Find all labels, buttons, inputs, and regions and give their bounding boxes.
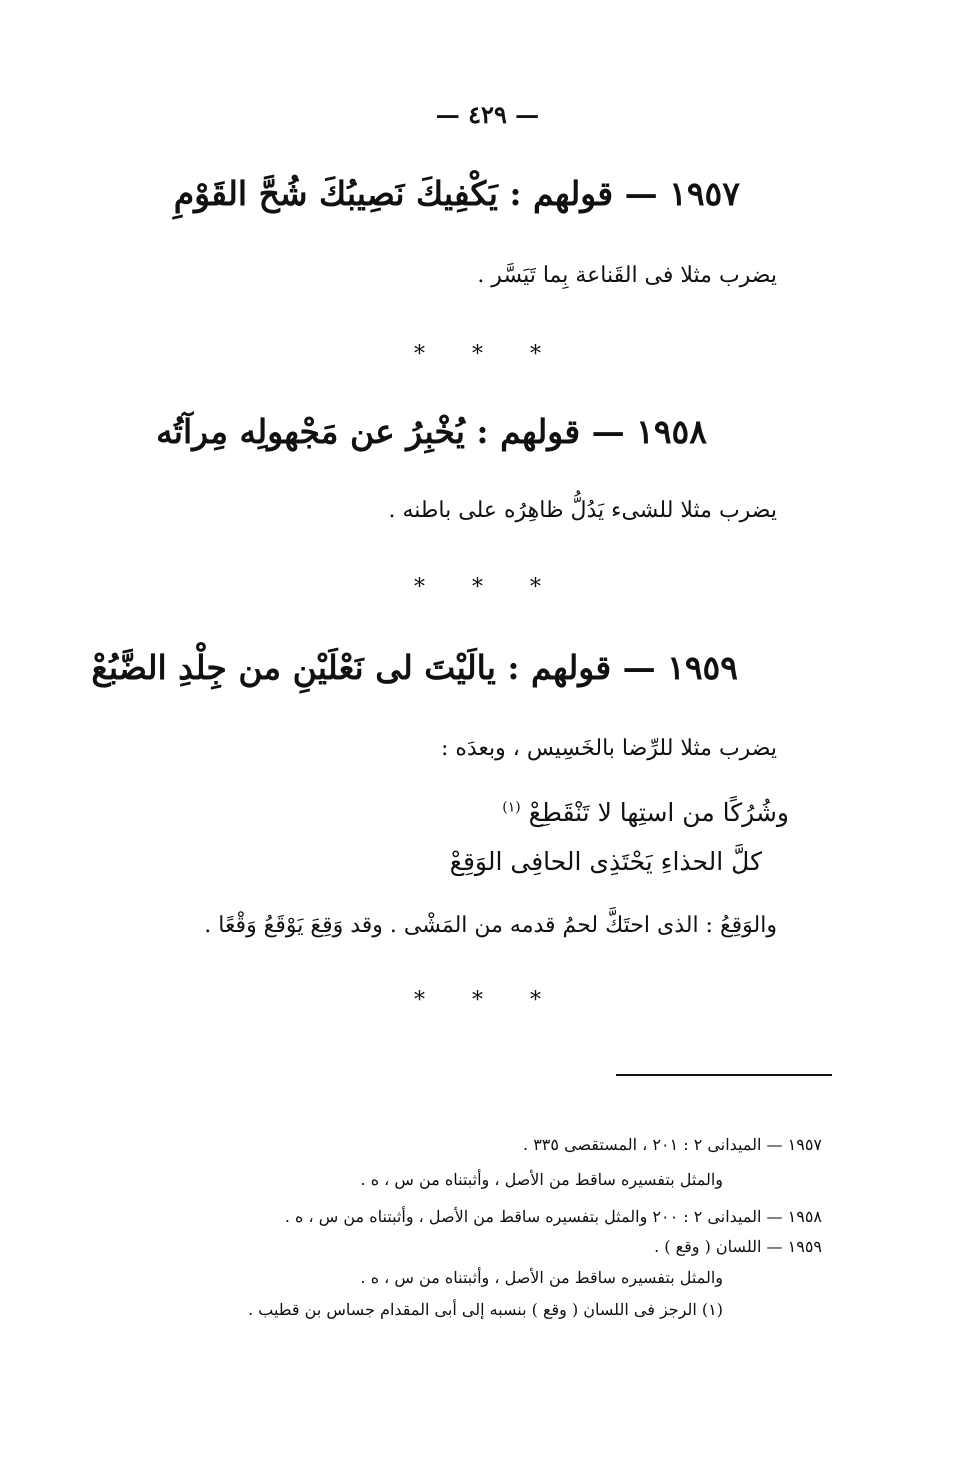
- proverb-explanation-1957: يضرب مثلا فى القَناعة بِما تَيَسَّر .: [477, 263, 777, 288]
- verse-line-1: [502, 797, 789, 830]
- proverb-heading-1958: ١٩٥٨ — قولهم : يُخْبِرُ عن مَجْهولِه مِرآتُه: [156, 412, 707, 451]
- page-number: — ٤٢٩ —: [435, 100, 540, 129]
- section-separator: * * *: [414, 342, 561, 367]
- footnote-1959-note: والمثل بتفسيره ساقط من الأصل ، وأثبتناه من س ، ه .: [360, 1268, 723, 1287]
- footnote-1959: ١٩٥٩ — اللسان ( وقع ) .: [654, 1237, 822, 1256]
- footnote-1957: ١٩٥٧ — الميدانى ٢ : ٢٠١ ، المستقصى ٣٣٥ .: [523, 1135, 822, 1154]
- verse-line-2: كلَّ الحذاءِ يَحْتَذِى الحافِى الوَقِعْ: [449, 847, 762, 876]
- verse-line-1-text: وشُرُكًا من استِها لا تَنْقَطِعْ: [528, 798, 789, 827]
- footnote-1958: ١٩٥٨ — الميدانى ٢ : ٢٠٠ والمثل بتفسيره ساقط من الأصل ، وأثبتناه من س ، ه .: [284, 1207, 822, 1226]
- gloss-text: والوَقِعُ : الذى احتَكَّ لحمُ قدمه من المَشْى . وقد وَقِعَ يَوْقَعُ وَقْعًا .: [204, 913, 777, 938]
- proverb-heading-1959: ١٩٥٩ — قولهم : يالَيْتَ لى نَعْلَيْنِ من جِلْدِ الضَّبُعْ: [91, 648, 738, 687]
- footnote-1957-note: والمثل بتفسيره ساقط من الأصل ، وأثبتناه من س ، ه .: [360, 1170, 723, 1189]
- proverb-explanation-1959: يضرب مثلا للرِّضا بالخَسِيس ، وبعدَه :: [440, 736, 777, 761]
- footnote-divider: [616, 1074, 832, 1076]
- footnote-marker: (١): [502, 799, 521, 816]
- proverb-heading-1957: ١٩٥٧ — قولهم : يَكْفِيكَ نَصِيبُكَ شُحَّ القَوْمِ: [173, 174, 740, 213]
- section-separator: * * *: [414, 575, 561, 600]
- proverb-explanation-1958: يضرب مثلا للشىء يَدُلُّ ظاهِرُه على باطنه .: [388, 498, 777, 523]
- footnote-verse-source: (١) الرجز فى اللسان ( وقع ) بنسبه إلى أبى المقدام جساس بن قطيب .: [248, 1300, 723, 1319]
- section-separator: * * *: [414, 988, 561, 1013]
